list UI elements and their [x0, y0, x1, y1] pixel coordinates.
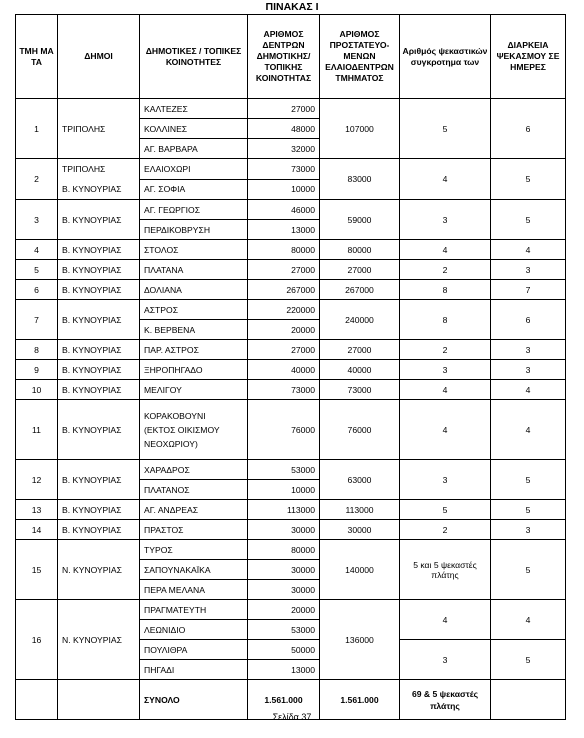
section-tree-total: 80000	[320, 240, 400, 260]
community-name: ΠΡΑΣΤΟΣ	[140, 520, 248, 540]
spray-groups: 4	[400, 159, 491, 200]
table-row	[16, 300, 566, 320]
community-tree-count: 53000	[248, 460, 320, 480]
community-name-line: ΚΟΡΑΚΟΒΟΥΝΙ	[144, 410, 206, 421]
municipality-line: Β. ΚΥΝΟΥΡΙΑΣ	[62, 184, 122, 194]
totals-groups: 69 & 5 ψεκαστές πλάτης	[400, 680, 491, 720]
section-tree-total: 27000	[320, 260, 400, 280]
spray-groups: 8	[400, 300, 491, 340]
section-number: 6	[16, 280, 58, 300]
spray-days: 7	[491, 280, 566, 300]
community-tree-count: 76000	[248, 400, 320, 460]
municipality: Β. ΚΥΝΟΥΡΙΑΣ	[58, 360, 140, 380]
spray-days: 4	[491, 600, 566, 640]
table-row	[16, 159, 566, 180]
spray-days: 4	[491, 400, 566, 460]
section-number: 7	[16, 300, 58, 340]
spray-groups: 3	[400, 640, 491, 680]
community-tree-count: 32000	[248, 139, 320, 159]
section-number: 2	[16, 159, 58, 200]
community-tree-count: 220000	[248, 300, 320, 320]
section-tree-total: 76000	[320, 400, 400, 460]
section-tree-total: 136000	[320, 600, 400, 680]
section-number: 8	[16, 340, 58, 360]
spray-groups: 2	[400, 340, 491, 360]
spray-days: 5	[491, 640, 566, 680]
spray-groups: 4	[400, 600, 491, 640]
section-tree-total: 113000	[320, 500, 400, 520]
section-number: 13	[16, 500, 58, 520]
spray-days: 4	[491, 380, 566, 400]
community-name: ΛΕΩΝΙΔΙΟ	[140, 620, 248, 640]
community-name: ΠΛΑΤΑΝΟΣ	[140, 480, 248, 500]
header-dimoi: ΔΗΜΟΙ	[58, 15, 140, 99]
community-name: ΕΛΑΙΟΧΩΡΙ	[140, 159, 248, 180]
section-number: 9	[16, 360, 58, 380]
municipality: Β. ΚΥΝΟΥΡΙΑΣ	[58, 380, 140, 400]
community-name-line: (ΕΚΤΟΣ ΟΙΚΙΣΜΟΥ	[144, 424, 220, 435]
spray-groups: 5	[400, 500, 491, 520]
community-tree-count: 27000	[248, 260, 320, 280]
spray-days: 6	[491, 99, 566, 159]
spray-groups: 3	[400, 200, 491, 240]
community-name: ΞΗΡΟΠΗΓΑΔΟ	[140, 360, 248, 380]
spray-days: 5	[491, 200, 566, 240]
community-name: ΠΕΡΑ ΜΕΛΑΝΑ	[140, 580, 248, 600]
community-name: ΑΣΤΡΟΣ	[140, 300, 248, 320]
page-number: Σελίδα 37	[272, 712, 312, 722]
spray-days: 5	[491, 500, 566, 520]
community-tree-count: 46000	[248, 200, 320, 220]
table-row	[16, 360, 566, 380]
municipality: Β. ΚΥΝΟΥΡΙΑΣ	[58, 240, 140, 260]
table-row	[16, 600, 566, 620]
spray-days: 5	[491, 159, 566, 200]
header-syngrotimata: Αριθμός ψεκαστικών συγκροτημα των	[400, 15, 491, 99]
spray-days: 3	[491, 520, 566, 540]
table-title: ΠΙΝΑΚΑΣ Ι	[265, 1, 319, 13]
spray-groups: 2	[400, 520, 491, 540]
community-tree-count: 53000	[248, 620, 320, 640]
table-row	[16, 260, 566, 280]
community-name: ΚΑΛΤΕΖΕΣ	[140, 99, 248, 119]
section-tree-total: 83000	[320, 159, 400, 200]
spray-groups: 4	[400, 400, 491, 460]
table-row	[16, 540, 566, 560]
spray-groups: 4	[400, 380, 491, 400]
section-number: 10	[16, 380, 58, 400]
header-tmima: ΤΜΗ ΜΑ ΤΑ	[16, 15, 58, 99]
municipality: Ν. ΚΥΝΟΥΡΙΑΣ	[58, 600, 140, 680]
community-tree-count: 30000	[248, 580, 320, 600]
spray-groups: 3	[400, 360, 491, 380]
totals-koinotites: 1.561.000	[248, 680, 320, 720]
community-name	[140, 400, 248, 460]
community-tree-count: 10000	[248, 480, 320, 500]
community-name: ΤΥΡΟΣ	[140, 540, 248, 560]
spray-groups: 3	[400, 460, 491, 500]
table-row	[16, 400, 566, 460]
community-name: Κ. ΒΕΡΒΕΝΑ	[140, 320, 248, 340]
section-number: 5	[16, 260, 58, 280]
header-dentra-koinotitas: ΑΡΙΘΜΟΣ ΔΕΝΤΡΩΝ ΔΗΜΟΤΙΚΗΣ/ ΤΟΠΙΚΗΣ ΚΟΙΝΟΤΗΤΑΣ	[248, 15, 320, 99]
header-diarkeia: ΔΙΑΡΚΕΙΑ ΨΕΚΑΣΜΟΥ ΣΕ ΗΜΕΡΕΣ	[491, 15, 566, 99]
community-tree-count: 20000	[248, 600, 320, 620]
section-number: 3	[16, 200, 58, 240]
municipality: Β. ΚΥΝΟΥΡΙΑΣ	[58, 260, 140, 280]
municipality-line: ΤΡΙΠΟΛΗΣ	[62, 164, 106, 174]
community-name: ΔΟΛΙΑΝΑ	[140, 280, 248, 300]
community-tree-count: 113000	[248, 500, 320, 520]
table-row	[16, 460, 566, 480]
spray-days: 3	[491, 340, 566, 360]
municipality: Ν. ΚΥΝΟΥΡΙΑΣ	[58, 540, 140, 600]
section-number: 4	[16, 240, 58, 260]
municipality: Β. ΚΥΝΟΥΡΙΑΣ	[58, 520, 140, 540]
spray-days: 4	[491, 240, 566, 260]
community-name: ΑΓ. ΓΕΩΡΓΙΟΣ	[140, 200, 248, 220]
spray-days: 3	[491, 260, 566, 280]
totals-tmimata: 1.561.000	[320, 680, 400, 720]
section-number: 12	[16, 460, 58, 500]
spray-groups: 2	[400, 260, 491, 280]
table-row	[16, 500, 566, 520]
municipality: Β. ΚΥΝΟΥΡΙΑΣ	[58, 340, 140, 360]
municipality: Β. ΚΥΝΟΥΡΙΑΣ	[58, 500, 140, 520]
table-row	[16, 520, 566, 540]
community-name: ΠΡΑΓΜΑΤΕΥΤΗ	[140, 600, 248, 620]
community-name: ΣΑΠΟΥΝΑΚΑΪΚΑ	[140, 560, 248, 580]
section-tree-total: 59000	[320, 200, 400, 240]
community-tree-count: 27000	[248, 99, 320, 119]
community-tree-count: 13000	[248, 220, 320, 240]
municipality	[58, 159, 140, 200]
community-name: ΑΓ. ΒΑΡΒΑΡΑ	[140, 139, 248, 159]
spray-groups: 5	[400, 99, 491, 159]
municipality: Β. ΚΥΝΟΥΡΙΑΣ	[58, 200, 140, 240]
community-name: ΠΕΡΔΙΚΟΒΡΥΣΗ	[140, 220, 248, 240]
community-name: ΠΟΥΛΙΘΡΑ	[140, 640, 248, 660]
community-tree-count: 80000	[248, 240, 320, 260]
section-tree-total: 27000	[320, 340, 400, 360]
community-name: ΠΛΑΤΑΝΑ	[140, 260, 248, 280]
community-tree-count: 30000	[248, 560, 320, 580]
section-number: 11	[16, 400, 58, 460]
community-tree-count: 13000	[248, 660, 320, 680]
community-tree-count: 80000	[248, 540, 320, 560]
community-name: ΧΑΡΑΔΡΟΣ	[140, 460, 248, 480]
community-name: ΑΓ. ΣΟΦΙΑ	[140, 179, 248, 200]
table-row	[16, 200, 566, 220]
spray-groups: 5 και 5 ψεκαστές πλάτης	[400, 540, 491, 600]
community-tree-count: 10000	[248, 179, 320, 200]
municipality: ΤΡΙΠΟΛΗΣ	[58, 99, 140, 159]
community-name: ΜΕΛΙΓΟΥ	[140, 380, 248, 400]
table-row	[16, 380, 566, 400]
community-name: ΣΤΟΛΟΣ	[140, 240, 248, 260]
community-name: ΠΑΡ. ΑΣΤΡΟΣ	[140, 340, 248, 360]
community-name: ΚΟΛΛΙΝΕΣ	[140, 119, 248, 139]
section-number: 16	[16, 600, 58, 680]
community-tree-count: 27000	[248, 340, 320, 360]
spray-groups: 8	[400, 280, 491, 300]
header-row	[16, 15, 566, 99]
section-number: 15	[16, 540, 58, 600]
community-tree-count: 20000	[248, 320, 320, 340]
community-tree-count: 267000	[248, 280, 320, 300]
section-tree-total: 140000	[320, 540, 400, 600]
section-tree-total: 267000	[320, 280, 400, 300]
section-number: 1	[16, 99, 58, 159]
municipality: Β. ΚΥΝΟΥΡΙΑΣ	[58, 400, 140, 460]
community-tree-count: 50000	[248, 640, 320, 660]
community-name: ΠΗΓΑΔΙ	[140, 660, 248, 680]
header-koinotites: ΔΗΜΟΤΙΚΕΣ / ΤΟΠΙΚΕΣ ΚΟΙΝΟΤΗΤΕΣ	[140, 15, 248, 99]
table-row	[16, 240, 566, 260]
municipality: Β. ΚΥΝΟΥΡΙΑΣ	[58, 300, 140, 340]
spray-days: 3	[491, 360, 566, 380]
community-tree-count: 73000	[248, 380, 320, 400]
section-tree-total: 63000	[320, 460, 400, 500]
municipality: Β. ΚΥΝΟΥΡΙΑΣ	[58, 460, 140, 500]
section-tree-total: 240000	[320, 300, 400, 340]
section-tree-total: 107000	[320, 99, 400, 159]
spraying-table	[15, 14, 566, 720]
section-tree-total: 30000	[320, 520, 400, 540]
spray-groups: 4	[400, 240, 491, 260]
municipality: Β. ΚΥΝΟΥΡΙΑΣ	[58, 280, 140, 300]
table-row	[16, 280, 566, 300]
community-name-line: ΝΕΟΧΩΡΙΟΥ)	[144, 438, 198, 449]
community-tree-count: 48000	[248, 119, 320, 139]
community-tree-count: 30000	[248, 520, 320, 540]
table-row	[16, 340, 566, 360]
spray-days: 6	[491, 300, 566, 340]
header-dentra-tmimatos: ΑΡΙΘΜΟΣ ΠΡΟΣΤΑΤΕΥΟ-ΜΕΝΩΝ ΕΛΑΙΟΔΕΝΤΡΩΝ ΤΜΗΜΑΤΟΣ	[320, 15, 400, 99]
spray-days: 5	[491, 540, 566, 600]
community-name: ΑΓ. ΑΝΔΡΕΑΣ	[140, 500, 248, 520]
community-tree-count: 73000	[248, 159, 320, 180]
community-tree-count: 40000	[248, 360, 320, 380]
section-tree-total: 73000	[320, 380, 400, 400]
table-row	[16, 99, 566, 119]
section-number: 14	[16, 520, 58, 540]
section-tree-total: 40000	[320, 360, 400, 380]
spray-days: 5	[491, 460, 566, 500]
totals-label: ΣΥΝΟΛΟ	[140, 680, 248, 720]
